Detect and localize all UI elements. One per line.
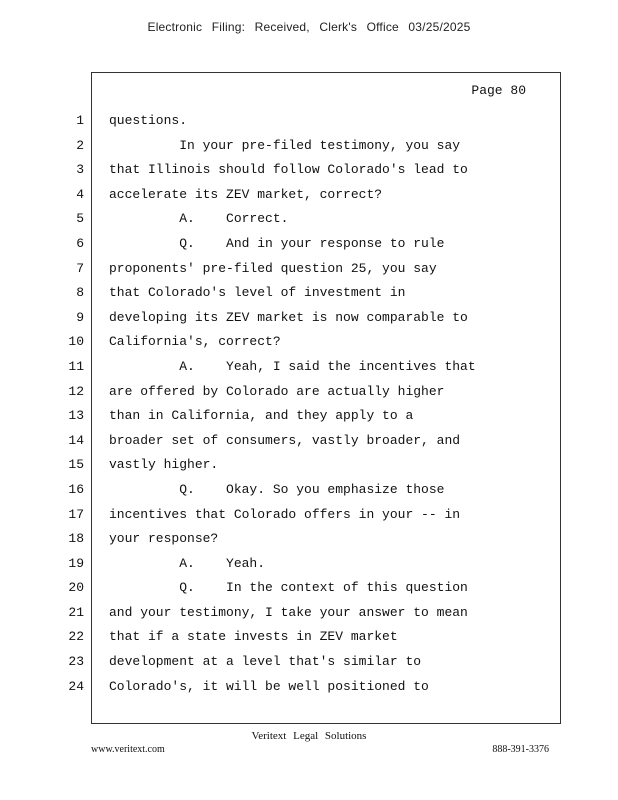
transcript-line: Colorado's, it will be well positioned to [109,678,429,694]
line-number: 15 [68,457,84,473]
page-number: Page 80 [471,83,526,98]
line-number: 3 [76,162,84,178]
transcript-line: vastly higher. [109,457,219,473]
footer-phone: 888-391-3376 [492,744,549,755]
transcript-line: your response? [109,531,219,547]
line-number: 24 [68,678,84,694]
transcript-line: A. Correct. [109,211,289,227]
transcript-line: A. Yeah. [109,555,266,571]
transcript-line: questions. [109,113,188,128]
transcript-line: development at a level that's similar to [109,654,422,670]
transcript-line: Q. Okay. So you emphasize those [109,481,445,497]
line-number: 8 [76,285,84,301]
transcript-line: are offered by Colorado are actually higher [109,383,445,399]
transcript-line: Q. And in your response to rule [109,235,445,251]
transcript-line: and your testimony, I take your answer to mean [109,604,468,620]
transcript-line: California's, correct? [109,334,281,350]
line-number: 11 [68,358,84,374]
line-number: 17 [68,506,84,522]
line-number: 9 [76,309,84,325]
line-number: 5 [76,211,84,227]
transcript-line: incentives that Colorado offers in your -- in [109,506,461,522]
line-number: 13 [68,408,84,424]
line-number: 14 [68,432,84,448]
line-number: 20 [68,580,84,596]
transcript-line: developing its ZEV market is now comparable to [109,309,468,325]
line-number: 4 [76,186,84,202]
line-number: 21 [68,604,84,620]
line-number: 23 [68,654,84,670]
line-number: 2 [76,137,84,153]
transcript-line: A. Yeah, I said the incentives that [109,358,476,374]
line-number: 7 [76,260,84,276]
line-number: 10 [68,334,84,350]
transcript-line: In your pre-filed testimony, you say [109,137,461,153]
transcript-line: accelerate its ZEV market, correct? [109,186,383,202]
line-number: 1 [76,113,84,128]
line-number: 16 [68,481,84,497]
line-number: 18 [68,531,84,547]
transcript-line: that if a state invests in ZEV market [109,629,398,645]
footer-website: www.veritext.com [91,744,165,755]
line-number: 6 [76,235,84,251]
transcript-line: that Illinois should follow Colorado's lead to [109,162,468,178]
line-number: 12 [68,383,84,399]
footer-company: Veritext Legal Solutions [251,730,367,742]
transcript-text [109,112,549,702]
transcript-line: that Colorado's level of investment in [109,285,406,301]
transcript-line: Q. In the context of this question [109,580,468,596]
transcript-line: than in California, and they apply to a [109,408,414,424]
transcript-line: proponents' pre-filed question 25, you say [109,260,437,276]
line-number: 19 [68,555,84,571]
filing-header: Electronic Filing: Received, Clerk's Office 03/25/2025 [147,20,471,34]
transcript-line: broader set of consumers, vastly broader, and [109,432,461,448]
line-number-column [58,112,84,702]
line-number: 22 [68,629,84,645]
